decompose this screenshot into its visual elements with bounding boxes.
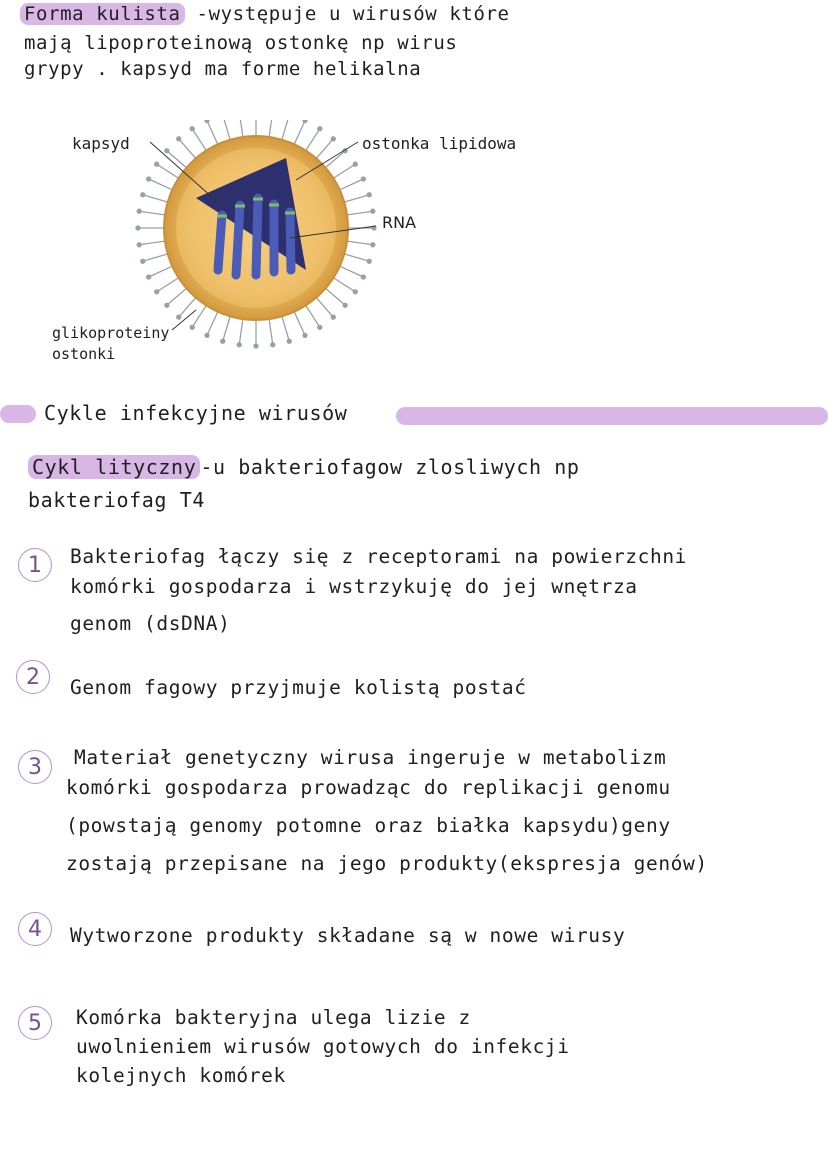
spike-tip — [318, 325, 322, 329]
spike-tip — [371, 243, 375, 247]
intro-line-3: grypy . kapsyd ma forme helikalna — [24, 58, 422, 80]
spike — [333, 278, 355, 292]
spike — [157, 164, 179, 178]
spike-tip — [331, 137, 335, 141]
step-5-number: 5 — [18, 1006, 52, 1040]
spike-tip — [141, 193, 145, 197]
spike — [282, 120, 289, 140]
forma-kulista-highlight: Forma kulista — [20, 3, 185, 25]
spike — [316, 139, 333, 159]
spike — [347, 241, 373, 245]
spike-tip — [155, 162, 159, 166]
section-title: Cykle infekcyjne wirusów — [44, 401, 348, 425]
spike-tip — [137, 209, 141, 213]
spike-tip — [165, 303, 169, 307]
heading-bar-left — [0, 405, 36, 423]
spike — [179, 298, 196, 318]
spike-tip — [190, 127, 194, 131]
spike-tip — [353, 290, 357, 294]
step-3-line-2: komórki gospodarza prowadząc do replikacji genomu — [66, 776, 671, 799]
label-glikoproteiny: glikoproteiny — [52, 324, 170, 342]
spike — [192, 129, 206, 151]
spike-tip — [221, 339, 225, 343]
spike — [269, 120, 273, 137]
spike — [149, 179, 173, 190]
spike — [207, 312, 218, 336]
step-1-line-1: Bakteriofag łączy się z receptorami na powierzchni — [70, 545, 687, 568]
spike-tip — [303, 333, 307, 337]
intro-line-2: mają lipoproteinową ostonkę np wirus — [24, 32, 458, 54]
spike-tip — [303, 120, 307, 123]
heading-bar-right — [396, 407, 828, 425]
spike — [344, 254, 369, 261]
spike-tip — [361, 177, 365, 181]
lytic-line-1 — [32, 455, 580, 479]
spike-tip — [190, 325, 194, 329]
step-5-line-3: kolejnych komórek — [76, 1064, 286, 1087]
spike-tip — [367, 193, 371, 197]
spike — [316, 298, 333, 318]
spike — [223, 316, 230, 341]
spike — [239, 319, 243, 345]
spike-tip — [353, 162, 357, 166]
spike-tip — [331, 315, 335, 319]
spike-tip — [287, 339, 291, 343]
spike-tip — [177, 315, 181, 319]
spike — [167, 288, 187, 305]
spike — [340, 179, 364, 190]
label-kapsyd: kapsyd — [72, 134, 130, 153]
spike — [223, 120, 230, 140]
spike-tip — [136, 226, 140, 230]
step-4-line-1: Wytworzone produkty składane są w nowe wirusy — [70, 924, 626, 947]
intro-line-1 — [24, 3, 510, 25]
spike-tip — [367, 259, 371, 263]
step-5-line-1: Komórka bakteryjna ulega lizie z — [76, 1006, 471, 1029]
spike — [139, 241, 165, 245]
lytic-text: -u bakteriofagow zlosliwych np — [200, 455, 580, 479]
step-4-number: 4 — [18, 912, 52, 946]
spike-tip — [205, 333, 209, 337]
label-rna: RNA — [382, 213, 417, 232]
step-3-number: 3 — [18, 750, 52, 784]
spike-tip — [177, 137, 181, 141]
step-2-line-1: Genom fagowy przyjmuje kolistą postać — [70, 676, 527, 699]
step-1-number: 1 — [18, 548, 52, 582]
intro-text: -występuje u wirusów które — [184, 3, 510, 25]
spike — [294, 121, 305, 145]
spike — [192, 305, 206, 327]
spike — [179, 139, 196, 159]
step-1-line-3: genom (dsDNA) — [70, 612, 231, 635]
spike — [139, 211, 165, 215]
spike-tip — [155, 290, 159, 294]
spike — [269, 319, 273, 345]
step-3-line-1: Materiał genetyczny wirusa ingeruje w metabolizm — [74, 746, 667, 769]
spike-tip — [141, 259, 145, 263]
spike-tip — [371, 209, 375, 213]
label-otoczka: ostonka lipidowa — [362, 134, 517, 153]
spike — [344, 195, 369, 202]
spike — [333, 164, 355, 178]
label-ostonki: ostonki — [52, 345, 116, 363]
spike-tip — [361, 275, 365, 279]
spike — [340, 266, 364, 277]
virus-diagram — [0, 120, 600, 380]
spike — [306, 305, 320, 327]
spike — [326, 151, 346, 168]
spike — [326, 288, 346, 305]
spike — [207, 121, 218, 145]
spike-tip — [205, 120, 209, 123]
step-3-line-3: (powstają genomy potomne oraz białka kapsydu)geny — [66, 814, 671, 837]
spike — [157, 278, 179, 292]
spike-tip — [137, 243, 141, 247]
spike — [239, 120, 243, 137]
step-3-line-4: zostają przepisane na jego produkty(ekspresja genów) — [66, 852, 708, 875]
spike — [347, 211, 373, 215]
spike-tip — [318, 127, 322, 131]
spike-tip — [165, 149, 169, 153]
spike-tip — [147, 177, 151, 181]
step-5-line-2: uwolnieniem wirusów gotowych do infekcji — [76, 1035, 570, 1058]
spike — [294, 312, 305, 336]
spike — [143, 195, 168, 202]
spike-tip — [271, 343, 275, 347]
lytic-line-2: bakteriofag T4 — [28, 488, 205, 512]
step-1-line-2: komórki gospodarza i wstrzykuję do jej wnętrza — [70, 575, 638, 598]
cykl-lityczny-highlight: Cykl lityczny — [28, 455, 200, 479]
spike — [306, 129, 320, 151]
spike-tip — [343, 303, 347, 307]
spike — [149, 266, 173, 277]
spike-tip — [254, 344, 258, 348]
spike — [143, 254, 168, 261]
spike-tip — [237, 343, 241, 347]
step-2-number: 2 — [16, 660, 50, 694]
spike-tip — [147, 275, 151, 279]
spike — [282, 316, 289, 341]
